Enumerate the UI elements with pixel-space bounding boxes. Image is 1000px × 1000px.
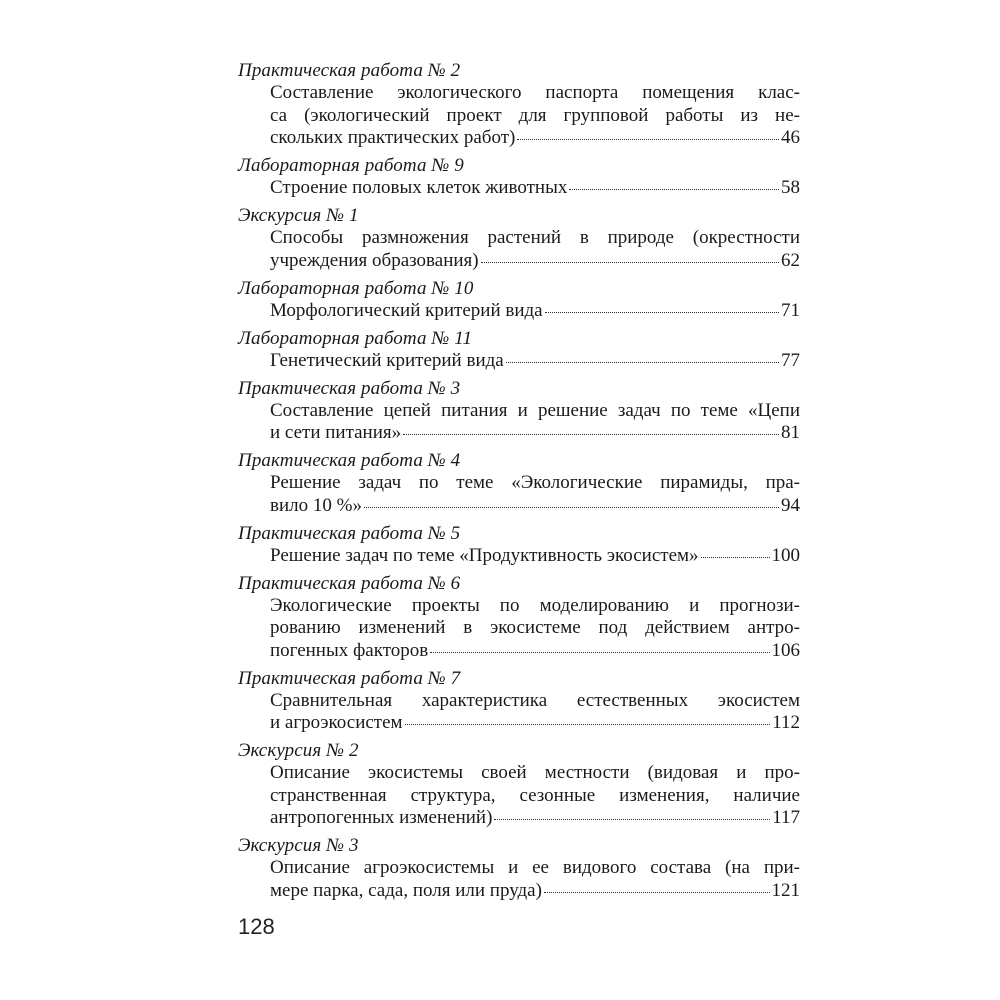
- toc-entry: [238, 328, 800, 373]
- toc-entry-text: и агроэкосистем: [270, 712, 403, 733]
- toc-entry: [238, 155, 800, 200]
- toc-entry-description: [238, 227, 800, 272]
- dot-leader: [430, 652, 769, 653]
- dot-leader: [545, 312, 779, 313]
- toc-entry-description: [238, 595, 800, 663]
- toc-entry-text: Решение задач по теме «Продуктивность экосистем»: [270, 544, 699, 566]
- toc-entry-description: [238, 472, 800, 517]
- toc-entry: [238, 450, 800, 517]
- toc-entry-last-line: [270, 300, 800, 323]
- toc-entry-page-number: 121: [771, 879, 800, 901]
- toc-entry-page-number: 71: [781, 299, 800, 321]
- toc-entry: [238, 668, 800, 735]
- toc-entry-last-line: [270, 807, 800, 830]
- toc-entry-title: Практическая работа № 2: [238, 60, 461, 81]
- dot-leader: [481, 262, 779, 263]
- toc-entry-title: Практическая работа № 5: [238, 522, 461, 544]
- toc-entry-line: Описание агроэкосистемы и ее видового состава (на при-: [270, 857, 800, 878]
- dot-leader: [405, 724, 771, 725]
- toc-entry-last-line: [270, 250, 800, 273]
- dot-leader: [364, 507, 779, 508]
- toc-entry-line: Описание экосистемы своей местности (видовая и про-: [270, 762, 800, 783]
- toc-entry-title: Экскурсия № 2: [238, 740, 359, 761]
- dot-leader: [569, 189, 779, 190]
- toc-entry-line: са (экологический проект для групповой работы из не-: [270, 104, 800, 126]
- toc-entry-text: Морфологический критерий вида: [270, 299, 543, 321]
- toc-entry-text: и сети питания»: [270, 422, 402, 443]
- toc-entry: [238, 835, 800, 902]
- toc-entry-text: скольких практических работ): [270, 127, 516, 148]
- toc-entry-last-line: [270, 495, 800, 518]
- toc-entry-last-line: [270, 422, 800, 445]
- toc-entry: [238, 523, 800, 568]
- toc-entry-title: Экскурсия № 1: [238, 205, 359, 226]
- dot-leader: [403, 434, 779, 435]
- toc-entry-line: Способы размножения растений в природе (окрестности: [270, 227, 800, 248]
- toc-entry-page-number: 100: [771, 544, 800, 566]
- toc-entry-page-number: 106: [771, 639, 800, 661]
- toc-entry-page-number: 94: [781, 494, 800, 516]
- table-of-contents: [238, 60, 800, 908]
- toc-entry-text: погенных факторов: [270, 639, 429, 661]
- toc-entry-page-number: 46: [781, 127, 800, 148]
- toc-entry-page-number: 77: [781, 349, 800, 371]
- toc-entry-last-line: [270, 640, 800, 663]
- toc-entry-description: [238, 545, 800, 568]
- toc-entry-description: [238, 300, 800, 323]
- toc-entry-line: Экологические проекты по моделированию и прогнози-: [270, 594, 800, 616]
- toc-entry-description: [238, 177, 800, 200]
- dot-leader: [517, 139, 779, 140]
- toc-entry-page-number: 81: [781, 422, 800, 443]
- toc-entry-title: Практическая работа № 6: [238, 572, 461, 594]
- toc-entry: [238, 378, 800, 445]
- toc-entry-text: вило 10 %»: [270, 494, 362, 516]
- dot-leader: [506, 362, 779, 363]
- toc-entry: [238, 60, 800, 150]
- toc-entry: [238, 205, 800, 272]
- toc-entry-last-line: [270, 177, 800, 200]
- toc-entry-title: Практическая работа № 3: [238, 377, 461, 399]
- dot-leader: [701, 557, 770, 558]
- toc-entry-title: Практическая работа № 7: [238, 667, 461, 689]
- toc-entry-last-line: [270, 350, 800, 373]
- toc-entry-page-number: 117: [772, 807, 800, 828]
- toc-entry-line: Составление экологического паспорта помещения клас-: [270, 82, 800, 103]
- toc-entry-title: Практическая работа № 4: [238, 450, 461, 471]
- toc-entry-text: мере парка, сада, поля или пруда): [270, 879, 542, 901]
- toc-entry-title: Экскурсия № 3: [238, 835, 359, 856]
- toc-entry-line: странственная структура, сезонные изменения, наличие: [270, 784, 800, 806]
- toc-entry-description: [238, 350, 800, 373]
- toc-entry-line: Сравнительная характеристика естественных экосистем: [270, 689, 800, 711]
- page-number: 128: [238, 914, 275, 939]
- toc-entry-title: Лабораторная работа № 9: [238, 155, 464, 176]
- toc-entry-last-line: [270, 880, 800, 903]
- toc-entry-text: Генетический критерий вида: [270, 349, 504, 371]
- toc-entry-description: [238, 400, 800, 445]
- toc-entry: [238, 278, 800, 323]
- toc-entry: [238, 573, 800, 663]
- toc-entry-description: [238, 690, 800, 735]
- toc-entry-text: Строение половых клеток животных: [270, 177, 568, 198]
- toc-entry-description: [238, 82, 800, 150]
- toc-entry-text: антропогенных изменений): [270, 807, 493, 828]
- toc-entry-page-number: 62: [781, 249, 800, 271]
- toc-entry-page-number: 112: [772, 712, 800, 733]
- toc-entry-line: Решение задач по теме «Экологические пирамиды, пра-: [270, 472, 800, 493]
- toc-entry-description: [238, 857, 800, 902]
- toc-entry-page-number: 58: [781, 177, 800, 198]
- toc-entry-line: рованию изменений в экосистеме под действием антро-: [270, 617, 800, 638]
- toc-entry: [238, 740, 800, 830]
- toc-entry-last-line: [270, 545, 800, 568]
- toc-entry-last-line: [270, 127, 800, 150]
- toc-entry-last-line: [270, 712, 800, 735]
- dot-leader: [544, 892, 770, 893]
- toc-entry-line: Составление цепей питания и решение задач по теме «Цепи: [270, 399, 800, 421]
- dot-leader: [494, 819, 770, 820]
- toc-entry-title: Лабораторная работа № 11: [238, 327, 473, 349]
- toc-entry-text: учреждения образования): [270, 249, 479, 271]
- toc-entry-title: Лабораторная работа № 10: [238, 277, 474, 299]
- toc-entry-description: [238, 762, 800, 830]
